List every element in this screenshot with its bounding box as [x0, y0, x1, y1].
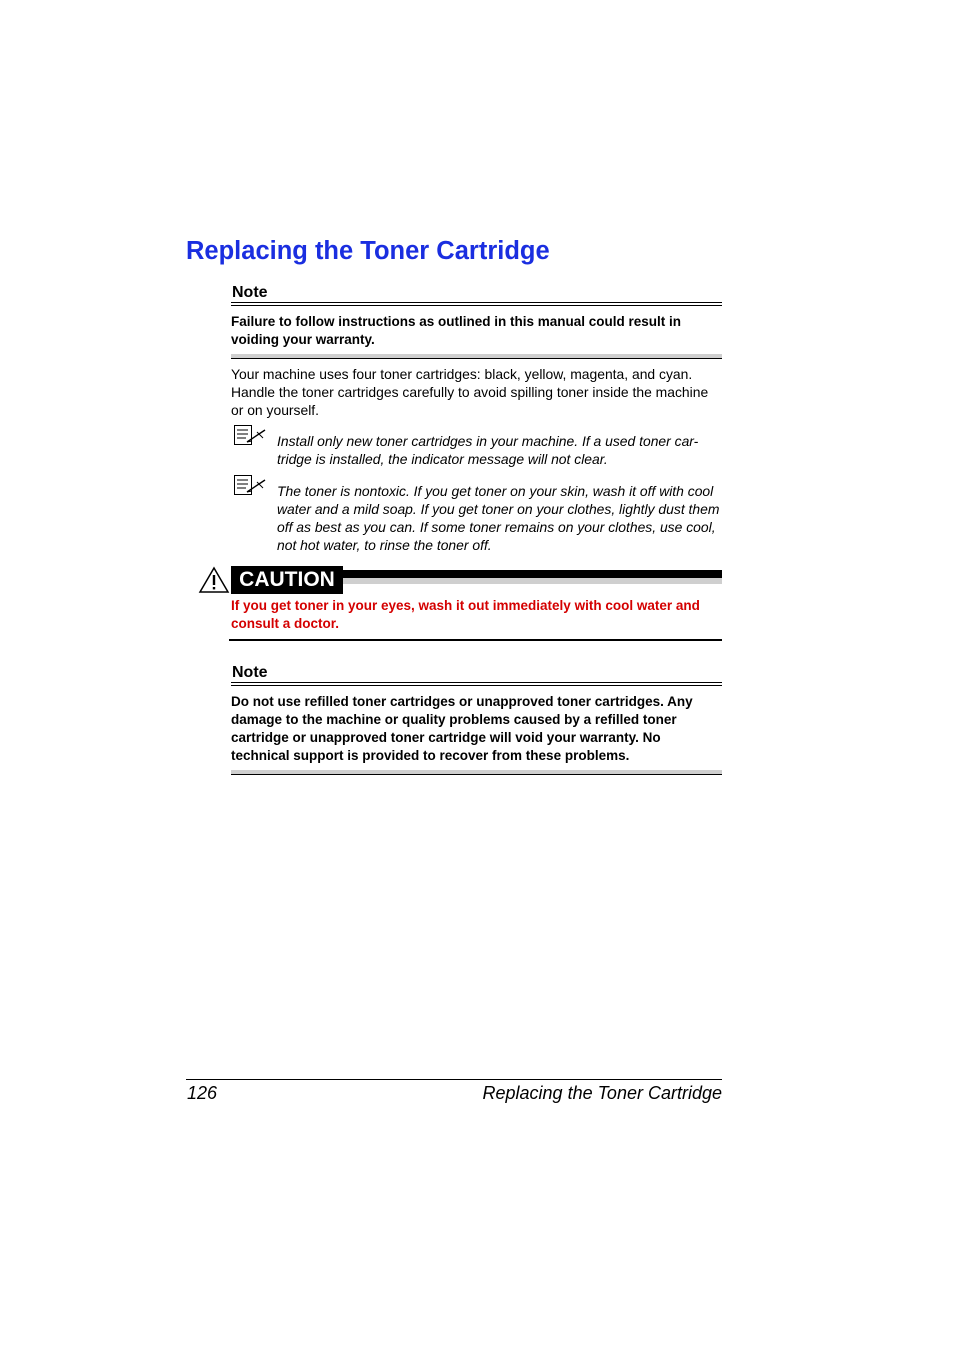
note-top-rule: [231, 682, 722, 686]
tip-text-line: tridge is installed, the indicator message will not clear.: [277, 451, 608, 467]
caution-shadow-rule: [343, 578, 722, 584]
note-box-warranty: [231, 284, 722, 359]
caution-label: CAUTION: [231, 566, 343, 594]
caution-text: If you get toner in your eyes, wash it out immediately with cool water and consult a doctor.: [231, 598, 700, 631]
tip-text: [277, 432, 722, 468]
note-heading: Note: [232, 664, 268, 681]
page-title: Replacing the Toner Cartridge: [186, 237, 550, 265]
footer-rule: [186, 1079, 722, 1080]
caution-bottom-rule: [229, 639, 722, 641]
note-pencil-icon: [233, 474, 267, 496]
note-text: Do not use refilled toner cartridges or unapproved toner cartridges. Any damage to the machine or quality problems caused by a refilled toner cartridge or unapproved toner cartridge will void your warranty. No technical support is provided to recover from these problems.: [231, 694, 693, 763]
note-bottom-rule: [231, 354, 722, 359]
intro-paragraph: Your machine uses four toner cartridges: black, yellow, magenta, and cyan. Handle the toner cartridges carefully to avoid spilling toner inside the machine or on yourself.: [231, 366, 709, 418]
note-bottom-rule: [231, 770, 722, 775]
page-number: 126: [187, 1083, 218, 1103]
caution-header: [231, 566, 722, 596]
footer-section-title: Replacing the Toner Cartridge: [482, 1083, 722, 1103]
note-box-refilled: [231, 664, 722, 775]
note-top-rule: [231, 302, 722, 306]
note-heading: Note: [232, 284, 268, 301]
note-pencil-icon: [233, 424, 267, 446]
tip-text-line: Install only new toner cartridges in your machine. If a used toner car-: [277, 433, 699, 449]
warning-triangle-icon: [198, 566, 230, 594]
tip-text: The toner is nontoxic. If you get toner on your skin, wash it off with cool water and a mild soap. If you get toner on your clothes, lightly dust them off as best as you can. If some toner remains on your clothes, use cool, not hot water, to rinse the toner off.: [277, 483, 720, 553]
note-text: Failure to follow instructions as outlined in this manual could result in voiding your warranty.: [231, 314, 682, 347]
